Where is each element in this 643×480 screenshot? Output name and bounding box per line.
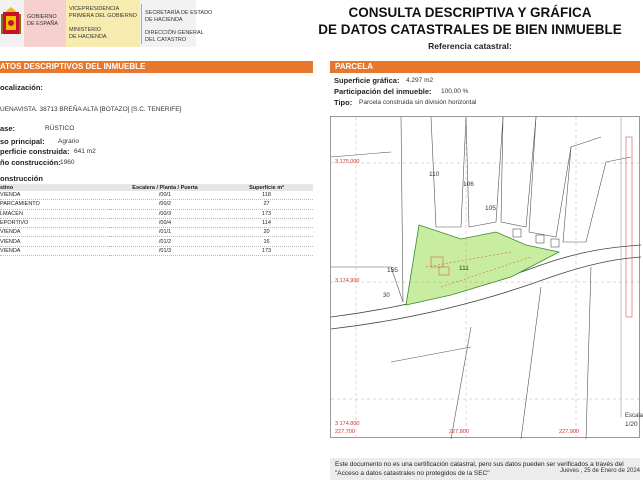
gobierno-line2: DE ESPAÑA <box>27 21 59 27</box>
vice-line2: PRIMERA DEL GOBIERNO <box>69 13 137 19</box>
y-coordinate-label: 3 174.900 <box>335 278 360 284</box>
cell-superficie: 27 <box>220 200 313 209</box>
sup-grafica-label: Superficie gráfica: <box>334 76 400 85</box>
disclaimer-notice: Este documento no es una certificación catastral, pero sus datos pueden ser verificados a través del "Acceso a datos catastrales no protegidos de la SEC" <box>330 458 640 480</box>
cell-escalera: /01/1 <box>110 228 220 237</box>
localizacion-value: UENAVISTA. 38713 BREÑA ALTA [BOTAZO] [S.C. TENERIFE] <box>0 106 182 113</box>
participacion-label: Participación del inmueble: <box>334 87 432 96</box>
y-coordinate-label: 3 175.000 <box>335 159 360 165</box>
boundary-line <box>401 117 403 302</box>
cell-superficie: 16 <box>220 237 313 246</box>
boundary-line <box>331 152 391 157</box>
inmueble-section-bar <box>0 61 313 73</box>
vice-line1: VICEPRESIDENCIA <box>69 6 120 12</box>
anio-value: 1960 <box>60 159 75 166</box>
table-header-row <box>0 184 313 191</box>
ministerio-line1: MINISTERIO <box>69 27 102 33</box>
legend-strip <box>626 137 632 317</box>
cell-escalera: /00/1 <box>110 191 220 200</box>
direccion-line2: DEL CATASTRO <box>145 37 187 43</box>
inmueble-bar-prefix: ATOS DESCRIPTIVOS DEL <box>0 62 104 71</box>
parcela-section-bar: PARCELA <box>330 61 640 73</box>
parcel-number: 155 <box>387 267 398 274</box>
x-coordinate-label: 227.700 <box>335 429 355 435</box>
parcel-number: 106 <box>463 181 474 188</box>
cell-superficie: 118 <box>220 191 313 200</box>
scale-label: Escala <box>625 413 643 419</box>
cell-destino: LMACEN <box>0 209 110 218</box>
parcel-number: 30 <box>383 293 390 299</box>
col-superficie: Superficie m² <box>220 184 313 191</box>
cell-escalera: /00/3 <box>110 209 220 218</box>
building-outline <box>536 235 544 243</box>
boundary-line <box>521 287 541 439</box>
cell-superficie: 114 <box>220 218 313 227</box>
scale-value: 1/20 <box>625 421 638 428</box>
participacion-value: 100,00 % <box>441 88 469 95</box>
inmueble-bar-highlight: INMUEBLE <box>103 62 146 71</box>
title-line2: DE DATOS CATASTRALES DE BIEN INMUEBLE <box>318 22 622 37</box>
secretaria-line1: SECRETARÍA DE ESTADO <box>145 10 213 16</box>
tipo-label: Tipo: <box>334 98 353 107</box>
boundary-line <box>391 347 471 362</box>
map-canvas <box>331 117 641 439</box>
parcel-number: 105 <box>485 205 496 212</box>
cell-escalera: /01/3 <box>110 246 220 255</box>
cadastral-map[interactable] <box>330 116 643 438</box>
secretaria-line2: DE HACIENDA <box>145 17 183 23</box>
cell-superficie: 173 <box>220 246 313 255</box>
y-coordinate-label: 3 174.800 <box>335 421 360 427</box>
cell-destino: VIENDA <box>0 237 110 246</box>
cell-escalera: /00/4 <box>110 218 220 227</box>
table-row <box>0 191 313 200</box>
cell-escalera: /00/2 <box>110 200 220 209</box>
parcel-number: 111 <box>459 265 469 272</box>
cell-superficie: 20 <box>220 228 313 237</box>
x-coordinate-label: 227.900 <box>559 429 579 435</box>
anio-label: ño construcción: <box>0 158 61 167</box>
table-row <box>0 200 313 209</box>
construccion-label: onstrucción <box>0 174 43 183</box>
superficie-label: perficie construida: <box>0 147 70 156</box>
spain-crest-icon <box>0 6 22 40</box>
boundary-line <box>586 267 591 439</box>
parcel-number: 110 <box>429 171 440 178</box>
cell-destino: VIENDA <box>0 228 110 237</box>
cell-escalera: /01/2 <box>110 237 220 246</box>
gobierno-line1: GOBIERNO <box>27 14 57 20</box>
clase-value: RÚSTICO <box>45 125 75 132</box>
page-title <box>300 4 640 38</box>
table-row <box>0 246 313 255</box>
boundary-line <box>501 117 536 227</box>
header-divider <box>141 4 142 44</box>
superficie-value: 641 m2 <box>74 148 96 155</box>
direccion-line1: DIRECCIÓN GENERAL <box>145 30 204 36</box>
cell-destino: VIENDA <box>0 191 110 200</box>
localizacion-label: ocalización: <box>0 83 43 92</box>
cell-superficie: 173 <box>220 209 313 218</box>
ministerio-line2: DE HACIENDA <box>69 34 107 40</box>
table-row <box>0 237 313 246</box>
sup-grafica-value: 4.297 m2 <box>406 77 434 84</box>
table-row <box>0 218 313 227</box>
table-row <box>0 228 313 237</box>
construccion-table <box>0 184 313 256</box>
uso-label: so principal: <box>0 137 45 146</box>
document-date: Jueves , 25 de Enero de 2024 <box>559 468 640 474</box>
building-outline <box>551 239 559 247</box>
cell-destino: PARCAMIENTO <box>0 200 110 209</box>
uso-value: Agrario <box>58 138 79 145</box>
building-outline <box>513 229 521 237</box>
ref-catastral-label: Referencia catastral: <box>428 41 512 51</box>
x-coordinate-label: 227.800 <box>449 429 469 435</box>
boundary-line <box>451 327 471 439</box>
tipo-value: Parcela construida sin división horizontal <box>359 99 477 106</box>
col-destino: stino <box>0 184 110 191</box>
cell-destino: VIENDA <box>0 246 110 255</box>
cell-destino: EPORTIVO <box>0 218 110 227</box>
title-line1: CONSULTA DESCRIPTIVA Y GRÁFICA <box>348 5 592 20</box>
col-escalera: Escalera / Planta / Puerta <box>110 184 220 191</box>
clase-label: ase: <box>0 124 16 133</box>
table-row <box>0 209 313 218</box>
